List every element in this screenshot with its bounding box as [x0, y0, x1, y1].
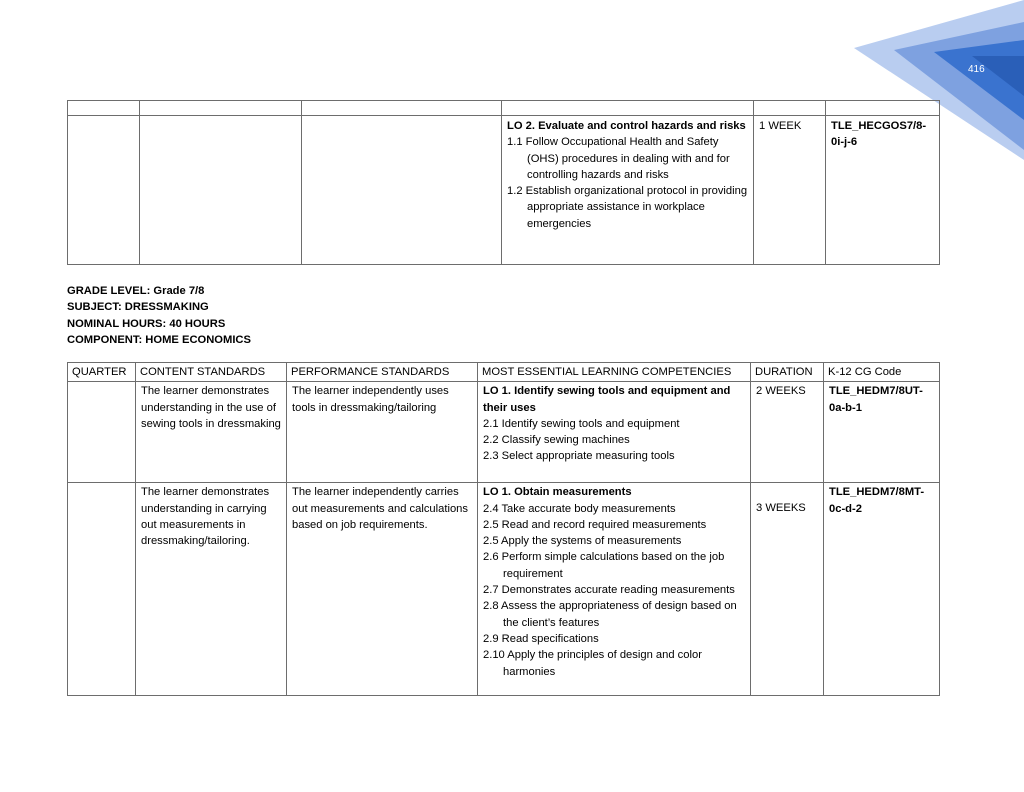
duration-value: 3 WEEKS [756, 502, 806, 515]
competencies-cell [502, 116, 754, 265]
course-info [67, 283, 251, 348]
subject: SUBJECT: DRESSMAKING [67, 301, 209, 314]
competency-item: 2.2 Classify sewing machines [483, 434, 630, 447]
competency-item: 2.5 Apply the systems of measurements [483, 535, 682, 548]
dressmaking-competency-table [67, 362, 940, 696]
competencies-cell [478, 483, 751, 696]
competency-item: 2.9 Read specifications [483, 632, 599, 645]
competency-table-continued [67, 100, 940, 265]
page-number: 416 [968, 64, 985, 75]
content-standard: The learner demonstrates understanding in carrying out measurements in dressmaking/tailoring. [136, 483, 287, 696]
competency-item: 2.10 Apply the principles of design and color harmonies [483, 649, 702, 678]
header-performance-standards: PERFORMANCE STANDARDS [287, 363, 478, 382]
duration-cell: 2 WEEKS [751, 382, 824, 483]
competency-item: 1.2 Establish organizational protocol in providing appropriate assistance in workplace emergencies [507, 185, 748, 230]
header-competencies: MOST ESSENTIAL LEARNING COMPETENCIES [478, 363, 751, 382]
code-cell: TLE_HECGOS7/8-0i-j-6 [826, 116, 940, 265]
competency-item: 2.7 Demonstrates accurate reading measurements [483, 584, 735, 597]
competency-item: 2.1 Identify sewing tools and equipment [483, 417, 680, 430]
header-duration: DURATION [751, 363, 824, 382]
header-content-standards: CONTENT STANDARDS [136, 363, 287, 382]
duration-cell [751, 483, 824, 696]
lo-title: LO 2. Evaluate and control hazards and risks [507, 120, 746, 132]
component: COMPONENT: HOME ECONOMICS [67, 333, 251, 346]
performance-standard: The learner independently carries out measurements and calculations based on job requirements. [287, 483, 478, 696]
table-header-row [68, 363, 940, 382]
table-row [68, 483, 940, 696]
competencies-cell [478, 382, 751, 483]
content-standard: The learner demonstrates understanding in the use of sewing tools in dressmaking [136, 382, 287, 483]
nominal-hours: NOMINAL HOURS: 40 HOURS [67, 317, 226, 330]
competency-item: 2.3 Select appropriate measuring tools [483, 450, 675, 463]
table-row [68, 382, 940, 483]
code-cell: TLE_HEDM7/8MT-0c-d-2 [824, 483, 940, 696]
grade-level: GRADE LEVEL: Grade 7/8 [67, 285, 205, 297]
competency-item: 2.8 Assess the appropriateness of design based on the client’s features [483, 600, 737, 629]
competency-item: 2.4 Take accurate body measurements [483, 502, 676, 515]
header-quarter: QUARTER [68, 363, 136, 382]
header-code: K-12 CG Code [824, 363, 940, 382]
lo-title: LO 1. Obtain measurements [483, 486, 632, 499]
code-cell: TLE_HEDM7/8UT-0a-b-1 [824, 382, 940, 483]
lo-title: LO 1. Identify sewing tools and equipment and their uses [483, 385, 731, 414]
duration-cell: 1 WEEK [754, 116, 826, 265]
competency-item: 2.5 Read and record required measurements [483, 518, 707, 531]
competency-item: 2.6 Perform simple calculations based on the job requirement [483, 551, 725, 580]
competency-item: 1.1 Follow Occupational Health and Safety (OHS) procedures in dealing with and for controlling hazards and risks [507, 136, 730, 181]
performance-standard: The learner independently uses tools in dressmaking/tailoring [287, 382, 478, 483]
